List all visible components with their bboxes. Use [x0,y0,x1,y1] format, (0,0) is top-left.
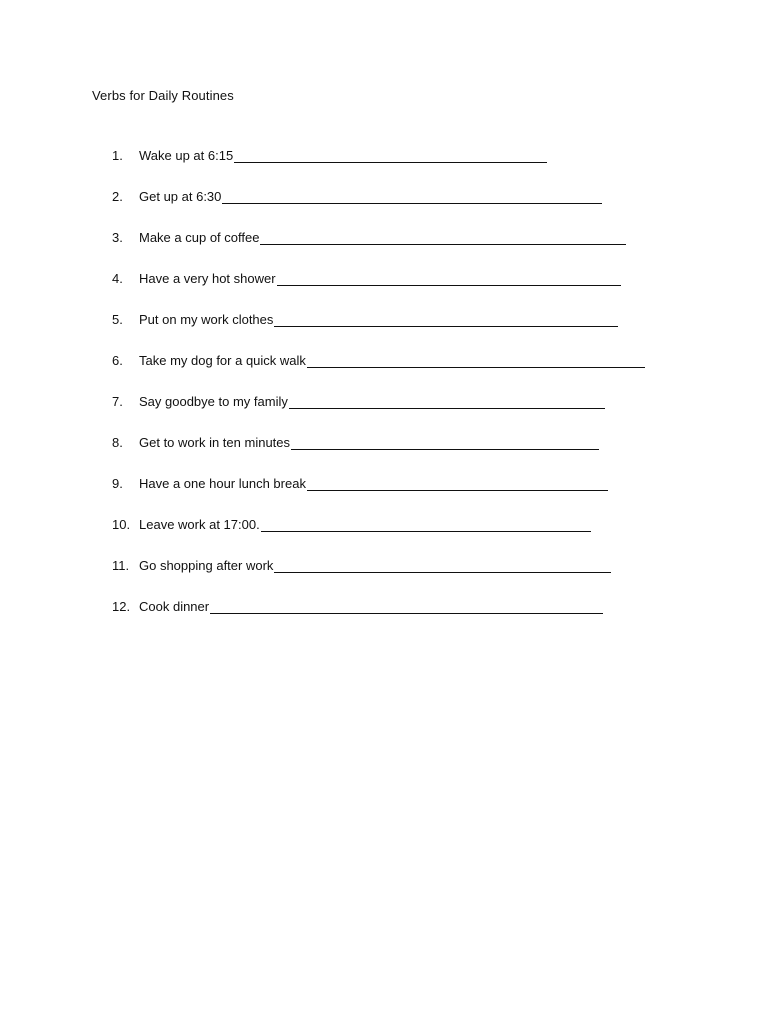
item-number: 2. [112,189,123,204]
answer-blank[interactable] [274,560,611,573]
answer-blank[interactable] [234,150,547,163]
item-number: 5. [112,312,123,327]
item-number: 10. [112,517,131,532]
item-number: 11. [112,558,130,573]
item-number: 9. [112,476,123,491]
answer-blank[interactable] [274,314,618,327]
item-content [139,517,591,532]
item-number: 12. [112,599,131,614]
item-number: 8. [112,435,123,450]
item-text: Get to work in ten minutes [139,435,291,450]
item-number: 4. [112,271,123,286]
item-content [139,230,626,245]
answer-blank[interactable] [277,273,621,286]
item-text: Get up at 6:30 [139,189,222,204]
answer-blank[interactable] [307,478,608,491]
answer-blank[interactable] [222,191,602,204]
answer-blank[interactable] [289,396,605,409]
item-text: Take my dog for a quick walk [139,353,306,368]
answer-blank[interactable] [260,232,626,245]
item-text: Say goodbye to my family [139,394,288,409]
item-text: Put on my work clothes [139,312,274,327]
item-text: Leave work at 17:00. [139,517,260,532]
item-content [139,476,608,491]
item-text: Cook dinner [139,599,210,614]
item-number: 1. [112,148,123,163]
item-content [139,271,621,286]
item-content [139,435,599,450]
item-text: Have a one hour lunch break [139,476,306,491]
page-title: Verbs for Daily Routines [92,88,234,103]
item-number: 7. [112,394,123,409]
item-text: Go shopping after work [139,558,274,573]
item-content [139,353,645,368]
item-text: Wake up at 6:15 [139,148,234,163]
item-number: 6. [112,353,123,368]
item-content [139,599,603,614]
item-number: 3. [112,230,123,245]
item-content [139,189,602,204]
item-text: Have a very hot shower [139,271,276,286]
item-content [139,312,618,327]
item-content [139,394,605,409]
answer-blank[interactable] [291,437,599,450]
answer-blank[interactable] [307,355,645,368]
answer-blank[interactable] [261,519,591,532]
answer-blank[interactable] [210,601,603,614]
item-content [139,148,547,163]
item-content [139,558,611,573]
item-text: Make a cup of coffee [139,230,260,245]
